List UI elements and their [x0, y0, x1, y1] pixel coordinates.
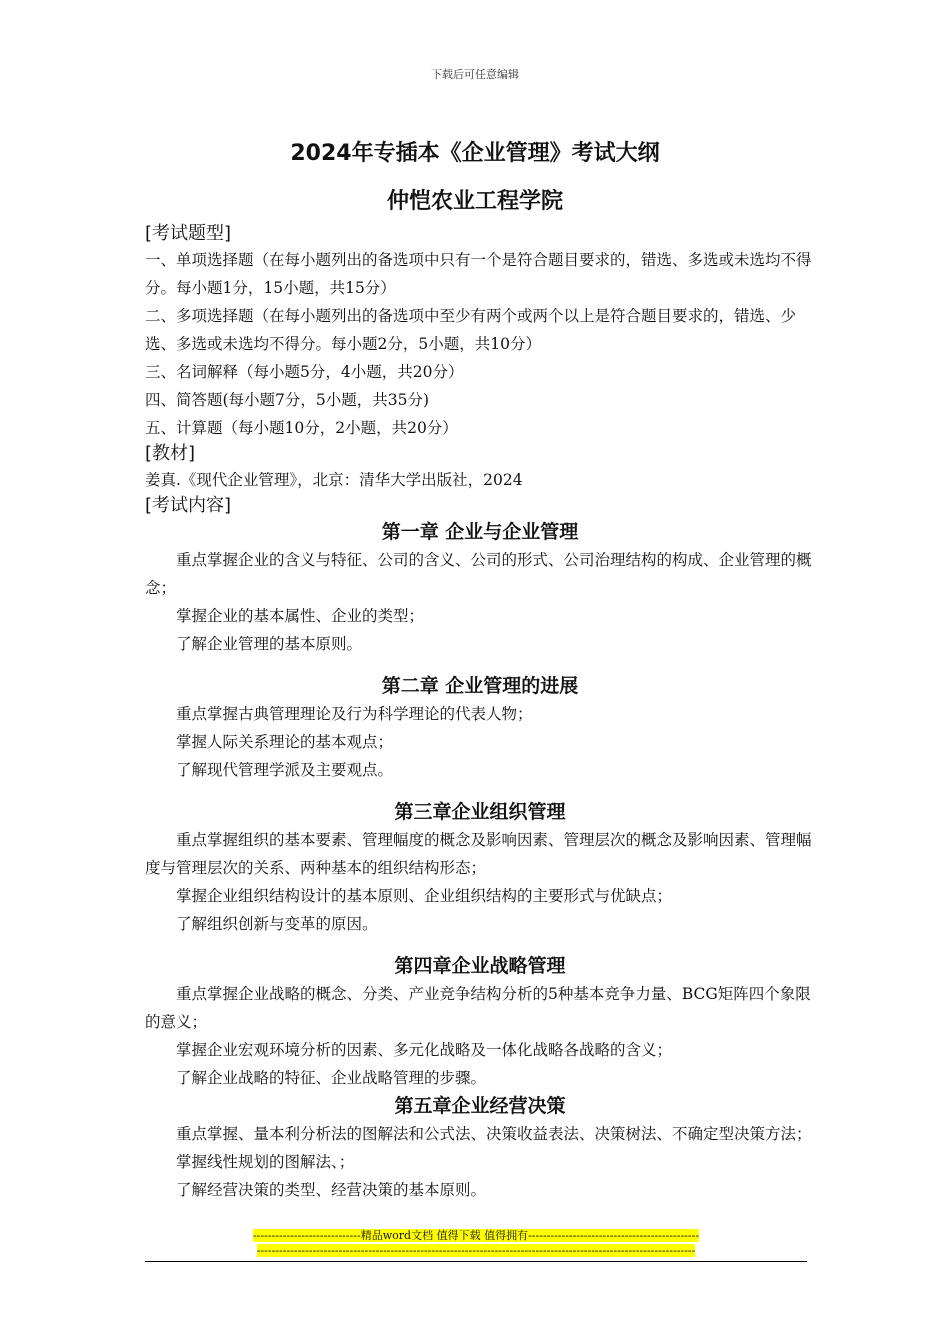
chapter-line: 了解现代管理学派及主要观点。	[176, 761, 394, 779]
chapter-title: 第一章 企业与企业管理	[381, 521, 579, 543]
chapter-line: 了解企业战略的特征、企业战略管理的步骤。	[176, 1069, 487, 1087]
exam-type-line: 二、多项选择题（在每小题列出的备选项中至少有两个或两个以上是符合题目要求的，错选、少选、多选或未选均不得分。每小题2分，5小题，共10分）	[145, 307, 797, 353]
chapter-title: 第五章企业经营决策	[394, 1095, 566, 1117]
content-heading: [考试内容]	[145, 495, 232, 516]
chapter-line: 掌握企业宏观环境分析的因素、多元化战略及一体化战略各战略的含义；	[176, 1041, 673, 1059]
chapter-line: 重点掌握古典管理理论及行为科学理论的代表人物；	[176, 705, 533, 723]
chapter-5	[145, 1092, 815, 1204]
chapter-line: 了解企业管理的基本原则。	[176, 635, 363, 653]
chapter-title: 第三章企业组织管理	[394, 801, 566, 823]
chapter-4	[145, 952, 815, 1092]
exam-type-line: 三、名词解释（每小题5分，4小题，共20分）	[145, 363, 464, 381]
chapter-1	[145, 518, 815, 658]
document-title: 2024年专插本《企业管理》考试大纲	[290, 141, 660, 166]
footer-line-1: -----------------------------精品word文档 值得下载 值得拥有----------------------------------------------	[252, 1229, 700, 1242]
textbook-line: 姜真.《现代企业管理》，北京：清华大学出版社，2024	[145, 471, 523, 489]
chapter-title: 第二章 企业管理的进展	[381, 675, 579, 697]
chapter-line: 了解组织创新与变革的原因。	[176, 915, 378, 933]
exam-type-line: 五、计算题（每小题10分，2小题，共20分）	[145, 419, 458, 437]
footer-line-2: ----------------------------------------------------------------------------------------------------------------------	[256, 1244, 696, 1257]
header-note: 下载后可任意编辑	[431, 68, 519, 81]
footer	[145, 1228, 807, 1262]
chapter-line: 掌握人际关系理论的基本观点；	[176, 733, 394, 751]
chapter-line: 重点掌握、量本利分析法的图解法和公式法、决策收益表法、决策树法、不确定型决策方法；	[176, 1125, 812, 1143]
chapter-line: 掌握线性规划的图解法、；	[176, 1153, 355, 1171]
document-body	[145, 222, 815, 1204]
chapter-line: 掌握企业的基本属性、企业的类型；	[176, 607, 425, 625]
chapter-line: 重点掌握组织的基本要素、管理幅度的概念及影响因素、管理层次的概念及影响因素、管理幅度与管理层次的关系、两种基本的组织结构形态；	[145, 831, 812, 877]
chapter-line: 重点掌握企业的含义与特征、公司的含义、公司的形式、公司治理结构的构成、企业管理的概念；	[145, 551, 812, 597]
chapter-3	[145, 798, 815, 938]
chapter-title: 第四章企业战略管理	[394, 955, 566, 977]
chapter-line: 了解经营决策的类型、经营决策的基本原则。	[176, 1181, 487, 1199]
chapter-line: 重点掌握企业战略的概念、分类、产业竞争结构分析的5种基本竞争力量、BCG矩阵四个象限的意义；	[145, 985, 811, 1031]
school-name: 仲恺农业工程学院	[386, 189, 563, 214]
footer-rule	[145, 1261, 807, 1262]
chapter-2	[145, 672, 815, 784]
exam-type-line: 一、单项选择题（在每小题列出的备选项中只有一个是符合题目要求的，错选、多选或未选均不得分。每小题1分，15小题，共15分）	[145, 251, 812, 297]
chapter-line: 掌握企业组织结构设计的基本原则、企业组织结构的主要形式与优缺点；	[176, 887, 673, 905]
exam-type-line: 四、简答题(每小题7分，5小题，共35分)	[145, 391, 430, 409]
textbook-heading: [教材]	[145, 443, 196, 464]
exam-types-heading: [考试题型]	[145, 223, 232, 244]
